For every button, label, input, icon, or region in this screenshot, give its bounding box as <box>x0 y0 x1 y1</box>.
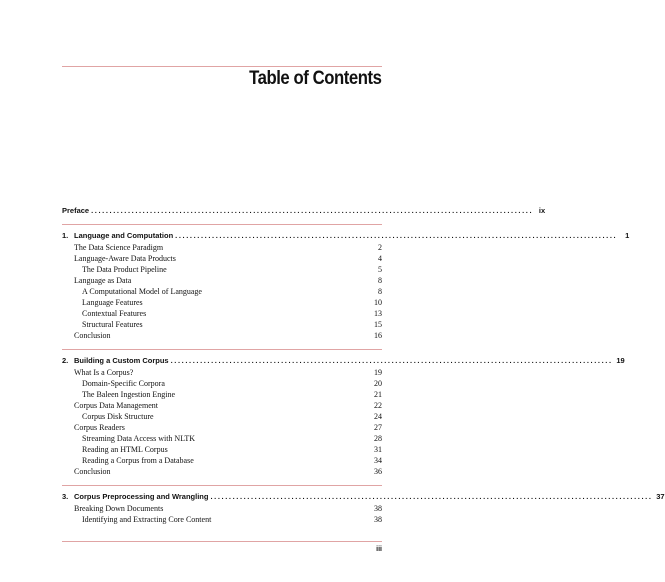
leader-dots: ........................................................................................................................ <box>175 231 618 240</box>
subentry-page: 16 <box>374 331 382 340</box>
table-of-contents <box>62 205 665 533</box>
chapter-page: 1 <box>625 231 630 240</box>
subentry-page: 19 <box>374 368 382 377</box>
subentry-page: 21 <box>374 390 382 399</box>
subentry-label: The Baleen Ingestion Engine <box>82 390 176 399</box>
subentry-page: 36 <box>374 467 382 476</box>
chapter-title <box>62 230 173 241</box>
subentry-label: Breaking Down Documents <box>74 504 164 513</box>
preface-page: ix <box>538 206 546 215</box>
subentry-page: 10 <box>374 298 382 307</box>
subentry-label: Language Features <box>82 298 143 307</box>
subentry-page: 27 <box>374 423 382 432</box>
chapter-page: 19 <box>616 356 625 365</box>
toc-subentry[interactable] <box>62 319 382 330</box>
subentry-label: Corpus Disk Structure <box>82 412 154 421</box>
subentry-label: Identifying and Extracting Core Content <box>82 515 212 524</box>
subentry-label: Reading a Corpus from a Database <box>82 456 194 465</box>
subentry-label: Contextual Features <box>82 309 147 318</box>
subentry-label: Reading an HTML Corpus <box>82 445 168 454</box>
toc-subentry[interactable] <box>62 330 382 341</box>
subentry-label: Conclusion <box>74 331 111 340</box>
toc-subentry[interactable] <box>62 444 382 455</box>
subentry-label: A Computational Model of Language <box>82 287 202 296</box>
subentry-label: Corpus Data Management <box>74 401 158 410</box>
subentry-page: 8 <box>378 287 382 296</box>
toc-subentry[interactable] <box>62 422 382 433</box>
subentry-label: Domain-Specific Corpora <box>82 379 165 388</box>
subentry-page: 8 <box>378 276 382 285</box>
subentry-page: 20 <box>374 379 382 388</box>
preface-section <box>62 205 546 216</box>
subentry-label: Conclusion <box>74 467 111 476</box>
chapter-section <box>62 485 665 525</box>
subentry-page: 22 <box>374 401 382 410</box>
toc-chapter-entry[interactable] <box>62 491 665 502</box>
toc-subentry[interactable] <box>62 286 382 297</box>
toc-subentry[interactable] <box>62 297 382 308</box>
subentry-label: The Data Science Paradigm <box>74 243 164 252</box>
subentry-label: What Is a Corpus? <box>74 368 134 377</box>
toc-subentry[interactable] <box>62 264 382 275</box>
subentry-page: 28 <box>374 434 382 443</box>
leader-dots: ........................................................................................................................ <box>210 492 653 501</box>
toc-chapter-entry[interactable] <box>62 230 630 241</box>
chapter-title <box>62 355 169 366</box>
subentry-page: 5 <box>378 265 382 274</box>
chapter-title-text: Corpus Preprocessing and Wrangling <box>74 492 209 501</box>
toc-subentry[interactable] <box>62 433 382 444</box>
toc-subentry[interactable] <box>62 514 382 525</box>
chapter-number: 3. <box>62 492 69 501</box>
toc-subentry[interactable] <box>62 455 382 466</box>
page-title: Table of Contents <box>249 68 382 89</box>
toc-subentry[interactable] <box>62 253 382 264</box>
subentry-label: Structural Features <box>82 320 143 329</box>
toc-subentry[interactable] <box>62 400 382 411</box>
subentry-page: 2 <box>378 243 382 252</box>
subentry-page: 15 <box>374 320 382 329</box>
toc-subentry[interactable] <box>62 411 382 422</box>
chapter-title-text: Language and Computation <box>74 231 174 240</box>
subentry-page: 38 <box>374 504 382 513</box>
toc-subentry[interactable] <box>62 466 382 477</box>
subentry-page: 38 <box>374 515 382 524</box>
toc-subentry[interactable] <box>62 242 382 253</box>
subentry-page: 31 <box>374 445 382 454</box>
subentry-label: Corpus Readers <box>74 423 125 432</box>
leader-dots: ........................................................................................................................ <box>170 356 613 365</box>
subentry-label: Language-Aware Data Products <box>74 254 176 263</box>
chapter-section <box>62 224 630 341</box>
chapter-title <box>62 491 208 502</box>
leader-dots: ........................................................................................................................ <box>91 206 534 215</box>
chapter-number: 1. <box>62 231 69 240</box>
toc-subentry[interactable] <box>62 378 382 389</box>
toc-subentry[interactable] <box>62 389 382 400</box>
chapter-title-text: Building a Custom Corpus <box>74 356 169 365</box>
chapter-list <box>62 224 665 525</box>
subentry-page: 13 <box>374 309 382 318</box>
toc-subentry[interactable] <box>62 503 382 514</box>
page-number: iii <box>376 546 382 553</box>
subentry-label: The Data Product Pipeline <box>82 265 167 274</box>
toc-chapter-entry[interactable] <box>62 355 625 366</box>
chapter-number: 2. <box>62 356 69 365</box>
subentry-label: Language as Data <box>74 276 132 285</box>
chapter-section <box>62 349 625 477</box>
preface-label: Preface <box>62 206 90 215</box>
chapter-page: 37 <box>656 492 665 501</box>
toc-subentry[interactable] <box>62 275 382 286</box>
subentry-page: 34 <box>374 456 382 465</box>
subentry-page: 4 <box>378 254 382 263</box>
bottom-rule <box>62 541 382 542</box>
subentry-label: Streaming Data Access with NLTK <box>82 434 196 443</box>
toc-subentry[interactable] <box>62 308 382 319</box>
subentry-page: 24 <box>374 412 382 421</box>
toc-entry-preface[interactable] <box>62 205 546 216</box>
toc-subentry[interactable] <box>62 367 382 378</box>
